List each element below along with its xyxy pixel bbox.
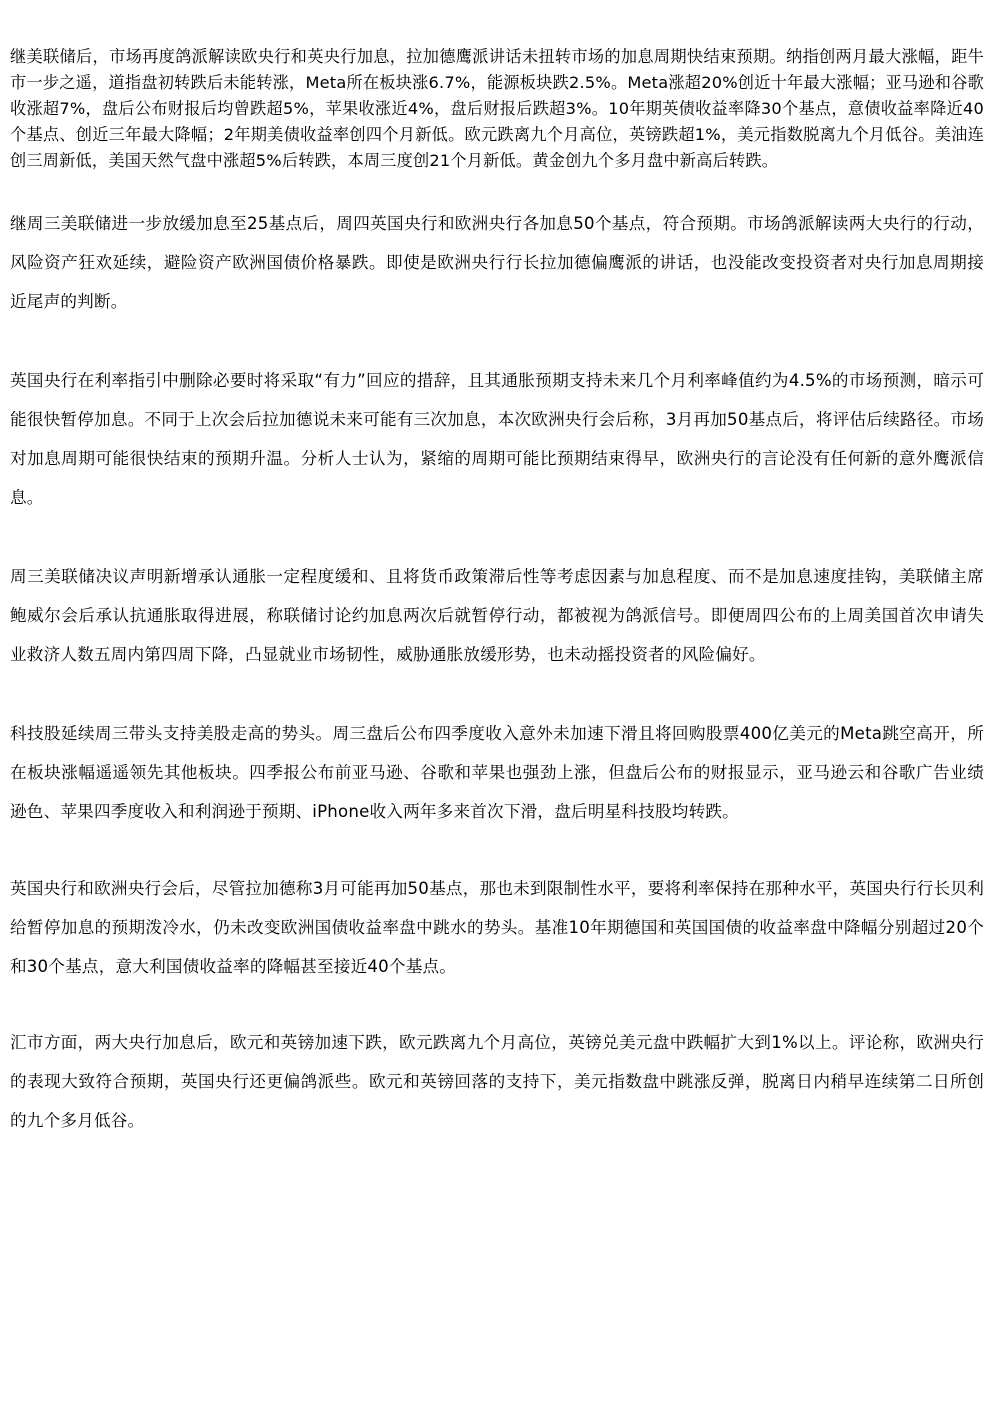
fed-statement-paragraph: 周三美联储决议声明新增承认通胀一定程度缓和、且将货币政策滞后性等考虑因素与加息程度、而不是加息速度挂钩，美联储主席鲍威尔会后承认抗通胀取得进展，称联储讨论约加息两次后就暂停行动，都被视为鸽派信号。即便周四公布的上周美国首次申请失业救济人数五周内第四周下降，凸显就业市场韧性，威胁通胀放缓形势，也未动摇投资者的风险偏好。 [10,567,984,664]
fx-market-paragraph: 汇市方面，两大央行加息后，欧元和英镑加速下跌，欧元跌离九个月高位，英镑兑美元盘中跌幅扩大到1%以上。评论称，欧洲央行的表现大致符合预期，英国央行还更偏鸽派些。欧元和英镑回落的支持下，美元指数盘中跳涨反弹，脱离日内稍早连续第二日所创的九个多月低谷。 [10,1033,984,1130]
tech-stocks-paragraph: 科技股延续周三带头支持美股走高的势头。周三盘后公布四季度收入意外未加速下滑且将回购股票400亿美元的Meta跳空高开，所在板块涨幅遥遥领先其他板块。四季报公布前亚马逊、谷歌和苹果也强劲上涨，但盘后公布的财报显示，亚马逊云和谷歌广告业绩逊色、苹果四季度收入和利润逊于预期、iPhone收入两年多来首次下滑，盘后明星科技股均转跌。 [10,724,984,821]
bond-yields-paragraph: 英国央行和欧洲央行会后，尽管拉加德称3月可能再加50基点，那也未到限制性水平，要将利率保持在那种水平，英国央行行长贝利给暂停加息的预期泼冷水，仍未改变欧洲国债收益率盘中跳水的势头。基准10年期德国和英国国债的收益率盘中降幅分别超过20个和30个基点，意大利国债收益率的降幅甚至接近40个基点。 [10,879,984,976]
central-bank-hikes-paragraph: 继周三美联储进一步放缓加息至25基点后，周四英国央行和欧洲央行各加息50个基点，符合预期。市场鸽派解读两大央行的行动，风险资产狂欢延续，避险资产欧洲国债价格暴跌。即使是欧洲央行行长拉加德偏鹰派的讲话，也没能改变投资者对央行加息周期接近尾声的判断。 [10,214,984,311]
summary-paragraph: 继美联储后，市场再度鸽派解读欧央行和英央行加息，拉加德鹰派讲话未扭转市场的加息周期快结束预期。纳指创两月最大涨幅，距牛市一步之遥，道指盘初转跌后未能转涨，Meta所在板块涨6.7%，能源板块跌2.5%。Meta涨超20%创近十年最大涨幅；亚马逊和谷歌收涨超7%，盘后公布财报后均曾跌超5%，苹果收涨近4%，盘后财报后跌超3%。10年期英债收益率降30个基点，意债收益率降近40个基点、创近三年最大降幅；2年期美债收益率创四个月新低。欧元跌离九个月高位，英镑跌超1%，美元指数脱离九个月低谷。美油连创三周新低，美国天然气盘中涨超5%后转跌，本周三度创21个月新低。黄金创九个多月盘中新高后转跌。 [10,47,984,170]
article-body [10,44,984,1140]
boe-ecb-guidance-paragraph: 英国央行在利率指引中删除必要时将采取“有力”回应的措辞，且其通胀预期支持未来几个月利率峰值约为4.5%的市场预测，暗示可能很快暂停加息。不同于上次会后拉加德说未来可能有三次加息，本次欧洲央行会后称，3月再加50基点后，将评估后续路径。市场对加息周期可能很快结束的预期升温。分析人士认为，紧缩的周期可能比预期结束得早，欧洲央行的言论没有任何新的意外鹰派信息。 [10,371,984,507]
